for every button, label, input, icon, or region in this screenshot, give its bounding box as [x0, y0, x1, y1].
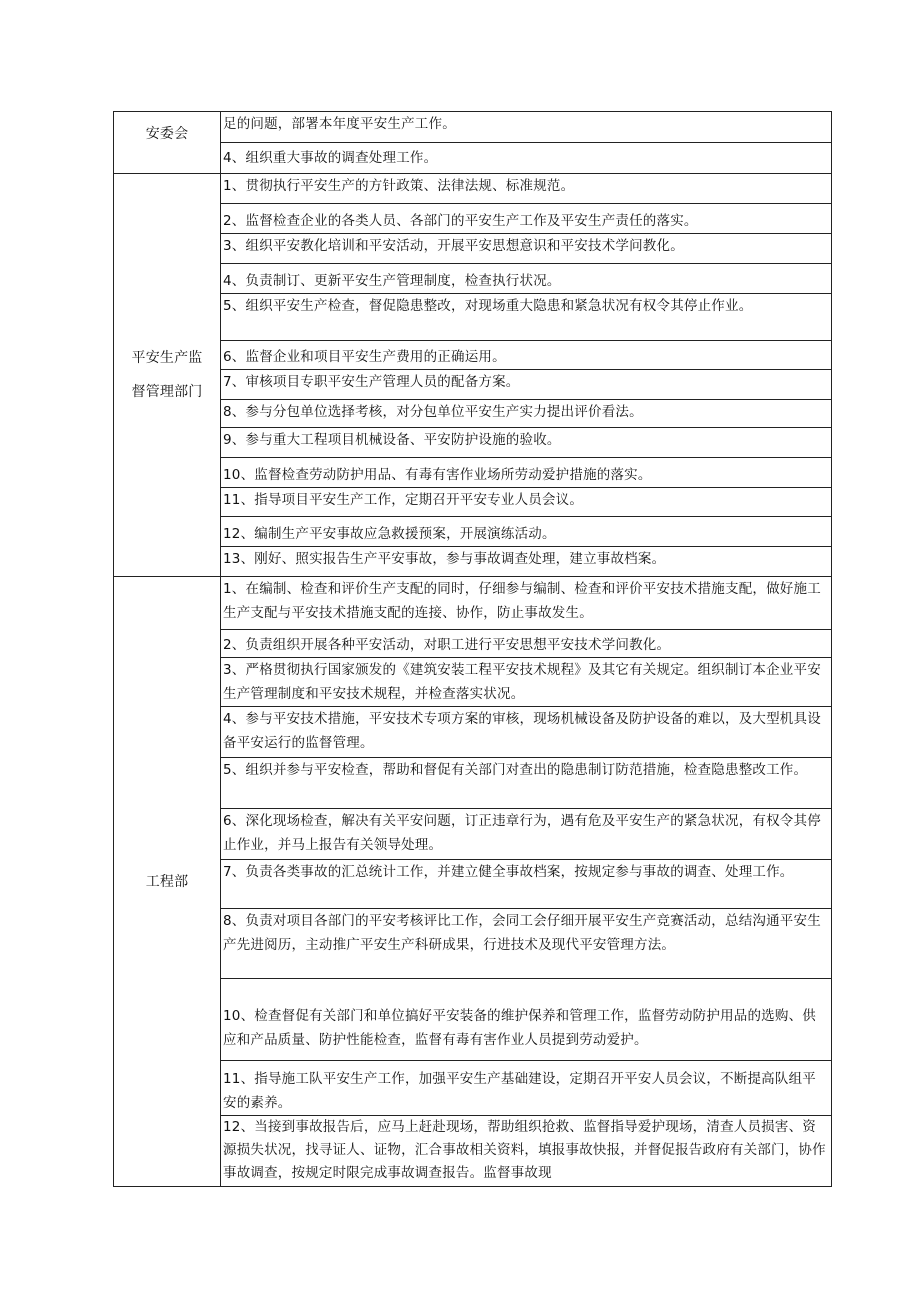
- table-row: [114, 1116, 832, 1187]
- table-row: [114, 577, 832, 630]
- table-row: [114, 488, 832, 517]
- duty-item: 3、严格贯彻执行国家颁发的《建筑安装工程平安技术规程》及其它有关规定。组织制订本企业平安生产管理制度和平安技术规程，并检查落实状况。: [221, 658, 832, 707]
- duty-item: 10、检查督促有关部门和单位搞好平安装备的维护保养和管理工作，监督劳动防护用品的选购、供应和产品质量、防护性能检查，监督有毒有害作业人员提到劳动爱护。: [221, 979, 832, 1061]
- department-cell: [114, 112, 221, 174]
- department-cell: [114, 577, 221, 1187]
- table-row: [114, 428, 832, 458]
- duty-item: 10、监督检查劳动防护用品、有毒有害作业场所劳动爱护措施的落实。: [221, 458, 832, 488]
- duty-item: 4、组织重大事故的调查处理工作。: [221, 143, 832, 174]
- department-name-line-1: 平安生产监: [131, 350, 203, 366]
- duty-item: 11、指导施工队平安生产工作，加强平安生产基础建设，定期召开平安人员会议，不断提高队组平安的素养。: [221, 1061, 832, 1116]
- duty-item: 1、贯彻执行平安生产的方针政策、法律法规、标准规范。: [221, 174, 832, 204]
- duty-item: 2、监督检查企业的各类人员、各部门的平安生产工作及平安生产责任的落实。: [221, 204, 832, 234]
- table-row: [114, 909, 832, 979]
- duty-item: 12、当接到事故报告后，应马上赶赴现场，帮助组织抢救、监督指导爱护现场，清查人员损害、资源损失状况，找寻证人、证物，汇合事故相关资料，填报事故快报，并督促报告政府有关部门，协作事故调查，按规定时限完成事故调查报告。监督事故现: [221, 1116, 832, 1187]
- table-row: [114, 341, 832, 370]
- table-row: [114, 860, 832, 909]
- table-row: [114, 809, 832, 860]
- duty-item: 4、参与平安技术措施，平安技术专项方案的审核，现场机械设备及防护设备的难以，及大型机具设备平安运行的监督管理。: [221, 707, 832, 758]
- table-row: [114, 400, 832, 428]
- table-row: [114, 370, 832, 400]
- duty-item: 12、编制生产平安事故应急救援预案，开展演练活动。: [221, 517, 832, 547]
- responsibility-table: [113, 111, 832, 1187]
- duty-item: 11、指导项目平安生产工作，定期召开平安专业人员会议。: [221, 488, 832, 517]
- table-row: [114, 547, 832, 577]
- duty-item: 5、组织平安生产检查，督促隐患整改，对现场重大隐患和紧急状况有权令其停止作业。: [221, 294, 832, 341]
- table-row: [114, 204, 832, 234]
- duty-item: 2、负责组织开展各种平安活动，对职工进行平安思想平安技术学问教化。: [221, 630, 832, 658]
- duty-item: 4、负责制订、更新平安生产管理制度，检查执行状况。: [221, 264, 832, 294]
- duty-item: 6、监督企业和项目平安生产费用的正确运用。: [221, 341, 832, 370]
- table-row: [114, 112, 832, 143]
- duty-item: 13、刚好、照实报告生产平安事故，参与事故调查处理，建立事故档案。: [221, 547, 832, 577]
- table-row: [114, 1061, 832, 1116]
- table-row: [114, 458, 832, 488]
- department-name: 工程部: [145, 873, 189, 890]
- department-name: 安委会: [145, 126, 189, 142]
- table-row: [114, 174, 832, 204]
- table-row: [114, 707, 832, 758]
- duty-item: 足的问题，部署本年度平安生产工作。: [221, 112, 832, 143]
- table-row: [114, 658, 832, 707]
- table-row: [114, 630, 832, 658]
- duty-item: 6、深化现场检查，解决有关平安问题，订正违章行为，遇有危及平安生产的紧急状况，有权令其停止作业，并马上报告有关领导处理。: [221, 809, 832, 860]
- duty-item: 1、在编制、检查和评价生产支配的同时，仔细参与编制、检查和评价平安技术措施支配，做好施工生产支配与平安技术措施支配的连接、协作，防止事故发生。: [221, 577, 832, 630]
- duty-item: 8、参与分包单位选择考核，对分包单位平安生产实力提出评价看法。: [221, 400, 832, 428]
- table-row: [114, 264, 832, 294]
- table-row: [114, 294, 832, 341]
- department-name-line-2: 督管理部门: [131, 384, 203, 400]
- duty-item: 8、负责对项目各部门的平安考核评比工作，会同工会仔细开展平安生产竞赛活动，总结沟通平安生产先进阅历，主动推广平安生产科研成果，行进技术及现代平安管理方法。: [221, 909, 832, 979]
- table-row: [114, 758, 832, 809]
- table-row: [114, 143, 832, 174]
- department-cell: [114, 174, 221, 577]
- duty-item: 9、参与重大工程项目机械设备、平安防护设施的验收。: [221, 428, 832, 458]
- duty-item: 7、审核项目专职平安生产管理人员的配备方案。: [221, 370, 832, 400]
- duty-item: 7、负责各类事故的汇总统计工作，并建立健全事故档案，按规定参与事故的调查、处理工作。: [221, 860, 832, 909]
- table-row: [114, 234, 832, 264]
- duty-item: 5、组织并参与平安检查，帮助和督促有关部门对查出的隐患制订防范措施，检查隐患整改工作。: [221, 758, 832, 809]
- duty-item: 3、组织平安教化培训和平安活动，开展平安思想意识和平安技术学问教化。: [221, 234, 832, 264]
- table-row: [114, 979, 832, 1061]
- table-row: [114, 517, 832, 547]
